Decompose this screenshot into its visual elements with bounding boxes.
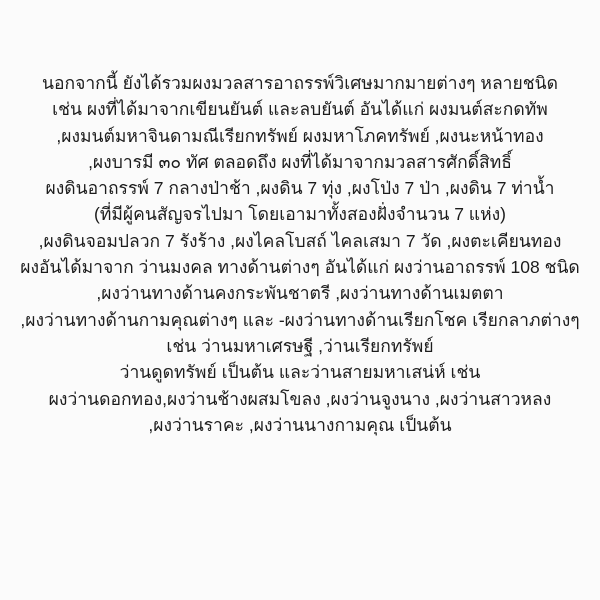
text-line: ผงว่านดอกทอง,ผงว่านช้างผสมโขลง ,ผงว่านจูงนาง ,ผงว่านสาวหลง [48, 388, 552, 409]
text-line: ผงดินอาถรรพ์ 7 กลางป่าช้า ,ผงดิน 7 ทุ่ง ,ผงโป่ง 7 ป่า ,ผงดิน 7 ท่าน้ำ [45, 178, 555, 199]
thai-text-block [0, 70, 600, 438]
text-line: ,ผงมนต์มหาจินดามณีเรียกทรัพย์ ผงมหาโภคทรัพย์ ,ผงนะหน้าทอง [56, 125, 544, 146]
text-line: เช่น ว่านมหาเศรษฐี ,ว่านเรียกทรัพย์ [166, 335, 434, 356]
text-line: ,ผงบารมี ๓๐ ทัศ ตลอดถึง ผงที่ได้มาจากมวลสารศักดิ์สิทธิ์ [88, 151, 512, 172]
text-line: เช่น ผงที่ได้มาจากเขียนยันต์ และลบยันต์ อันได้แก่ ผงมนต์สะกดทัพ [52, 99, 548, 120]
text-line: ,ผงว่านทางด้านกามคุณต่างๆ และ -ผงว่านทางด้านเรียกโชค เรียกลาภต่างๆ [20, 309, 580, 330]
text-line: นอกจากนี้ ยังได้รวมผงมวลสารอาถรรพ์วิเศษมากมายต่างๆ หลายชนิด [42, 73, 558, 93]
text-line: ,ผงว่านราคะ ,ผงว่านนางกามคุณ เป็นต้น [148, 414, 452, 435]
text-line: ผงอันได้มาจาก ว่านมงคล ทางด้านต่างๆ อันได้แก่ ผงว่านอาถรรพ์ 108 ชนิด [20, 257, 580, 278]
text-line: ,ผงดินจอมปลวก 7 รังร้าง ,ผงไคลโบสถ์ ไคลเสมา 7 วัด ,ผงตะเคียนทอง [38, 230, 562, 251]
text-line: ,ผงว่านทางด้านคงกระพันชาตรี ,ผงว่านทางด้านเมตตา [96, 283, 504, 304]
text-line: (ที่มีผู้คนสัญจรไปมา โดยเอามาทั้งสองฝั่งจำนวน 7 แห่ง) [94, 204, 506, 225]
text-line: ว่านดูดทรัพย์ เป็นต้น และว่านสายมหาเสน่ห์ เช่น [119, 362, 481, 383]
